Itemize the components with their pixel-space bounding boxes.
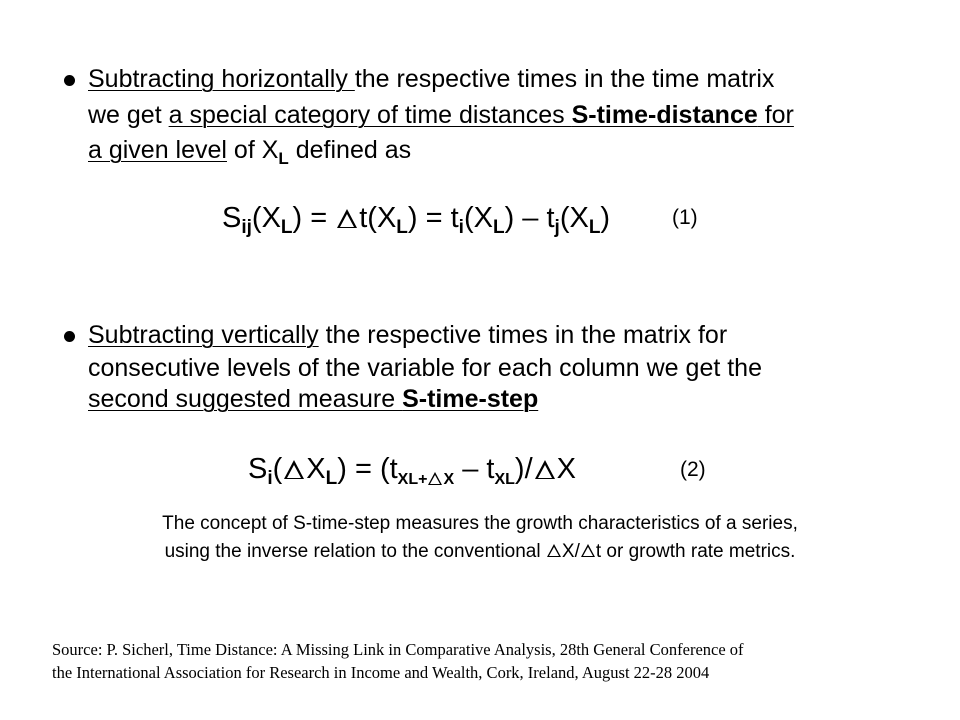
- f2-p6: X: [556, 453, 576, 485]
- bullet1-line2-lead: we get: [88, 101, 169, 129]
- bullet2-line2: consecutive levels of the variable for each column we get the: [88, 354, 762, 382]
- equation-number-1: (1): [672, 206, 698, 229]
- bullet2-line3: [88, 384, 538, 414]
- bullet2-underlined-lead: Subtracting vertically: [88, 321, 319, 349]
- f1-l1: L: [280, 217, 293, 238]
- bullet1-line2-u-text: a special category of time distances: [168, 101, 572, 129]
- bullet-dot-icon: [64, 331, 75, 342]
- f2-sub1-text: XL+: [397, 471, 428, 488]
- delta-small-icon: [428, 472, 442, 485]
- bullet1-line3-end: defined as: [288, 136, 412, 164]
- concept-line2-a: using the inverse relation to the conventional: [164, 541, 546, 562]
- f1-i-sub: i: [458, 217, 464, 238]
- formula-1: [222, 201, 611, 238]
- f2-p1: (: [272, 453, 283, 485]
- bullet1-line1-text: the respective times in the time matrix: [354, 65, 775, 93]
- source-line1: Source: P. Sicherl, Time Distance: A Missing Link in Comparative Analysis, 28th General Conference of: [52, 640, 744, 659]
- f1-j-sub: j: [554, 217, 560, 238]
- delta-icon: [535, 460, 555, 479]
- f1-p6: ) – t: [504, 202, 555, 234]
- bullet1-line3-sub: L: [278, 149, 289, 168]
- s-time-distance-term: S-time-distance: [571, 101, 758, 129]
- bullet1-line3-underlined: a given level: [88, 136, 227, 164]
- concept-line2-c: t or growth rate metrics.: [595, 541, 796, 562]
- delta-icon: [337, 209, 357, 228]
- f1-p7: (X: [559, 202, 589, 234]
- bullet1-line2-underlined: [169, 101, 794, 129]
- bullet1-line1: [88, 64, 774, 94]
- bullet2-line3-u-text: second suggested measure: [88, 385, 403, 413]
- concept-line2: [0, 538, 960, 565]
- f1-s-sub: ij: [241, 217, 252, 238]
- f2-sub1: [398, 471, 454, 488]
- f2-sub2: XL: [494, 471, 515, 488]
- bullet2-line1-text: the respective times in the matrix for: [318, 321, 728, 349]
- delta-icon: [284, 460, 304, 479]
- bullet2-line1: [88, 320, 727, 350]
- f1-p1: (X: [251, 202, 281, 234]
- f1-p4: ) = t: [407, 202, 459, 234]
- f1-s: S: [222, 202, 242, 234]
- f1-p3: t(X: [359, 202, 397, 234]
- f1-p8: ): [600, 202, 611, 234]
- bullet1-line2: [88, 100, 794, 130]
- bullet1-line2-u-end: for: [757, 101, 794, 129]
- equation-number-2: (2): [680, 458, 706, 481]
- f2-s: S: [248, 453, 268, 485]
- bullet-dot-icon: [64, 75, 75, 86]
- delta-small-icon: [581, 544, 595, 557]
- f2-p4: – t: [454, 453, 495, 485]
- delta-small-icon: [547, 544, 561, 557]
- f1-p2: ) =: [292, 202, 336, 234]
- s-time-step-term: S-time-step: [402, 385, 539, 413]
- f1-p5: (X: [463, 202, 493, 234]
- f2-l1: L: [325, 468, 338, 489]
- f2-p3: ) = (t: [337, 453, 398, 485]
- bullet1-underlined-lead: Subtracting horizontally: [88, 65, 355, 93]
- concept-line2-b: X/: [561, 541, 580, 562]
- bullet1-line3: [88, 135, 411, 174]
- f2-i-sub: i: [267, 468, 273, 489]
- source-line2: the International Association for Research in Income and Wealth, Cork, Ireland, August 22-28 2004: [52, 663, 710, 682]
- f2-p2: X: [306, 453, 326, 485]
- concept-line1: The concept of S-time-step measures the growth characteristics of a series,: [162, 513, 798, 534]
- f1-l4: L: [588, 217, 601, 238]
- source-citation: [52, 638, 744, 684]
- f1-l2: L: [396, 217, 408, 238]
- bullet1-line3-text: of X: [226, 136, 279, 164]
- f2-p5: )/: [514, 453, 533, 485]
- formula-2: [248, 452, 576, 489]
- f2-sub1b: X: [443, 471, 455, 488]
- bullet2-line3-underlined: [88, 385, 538, 413]
- f1-l3: L: [492, 217, 505, 238]
